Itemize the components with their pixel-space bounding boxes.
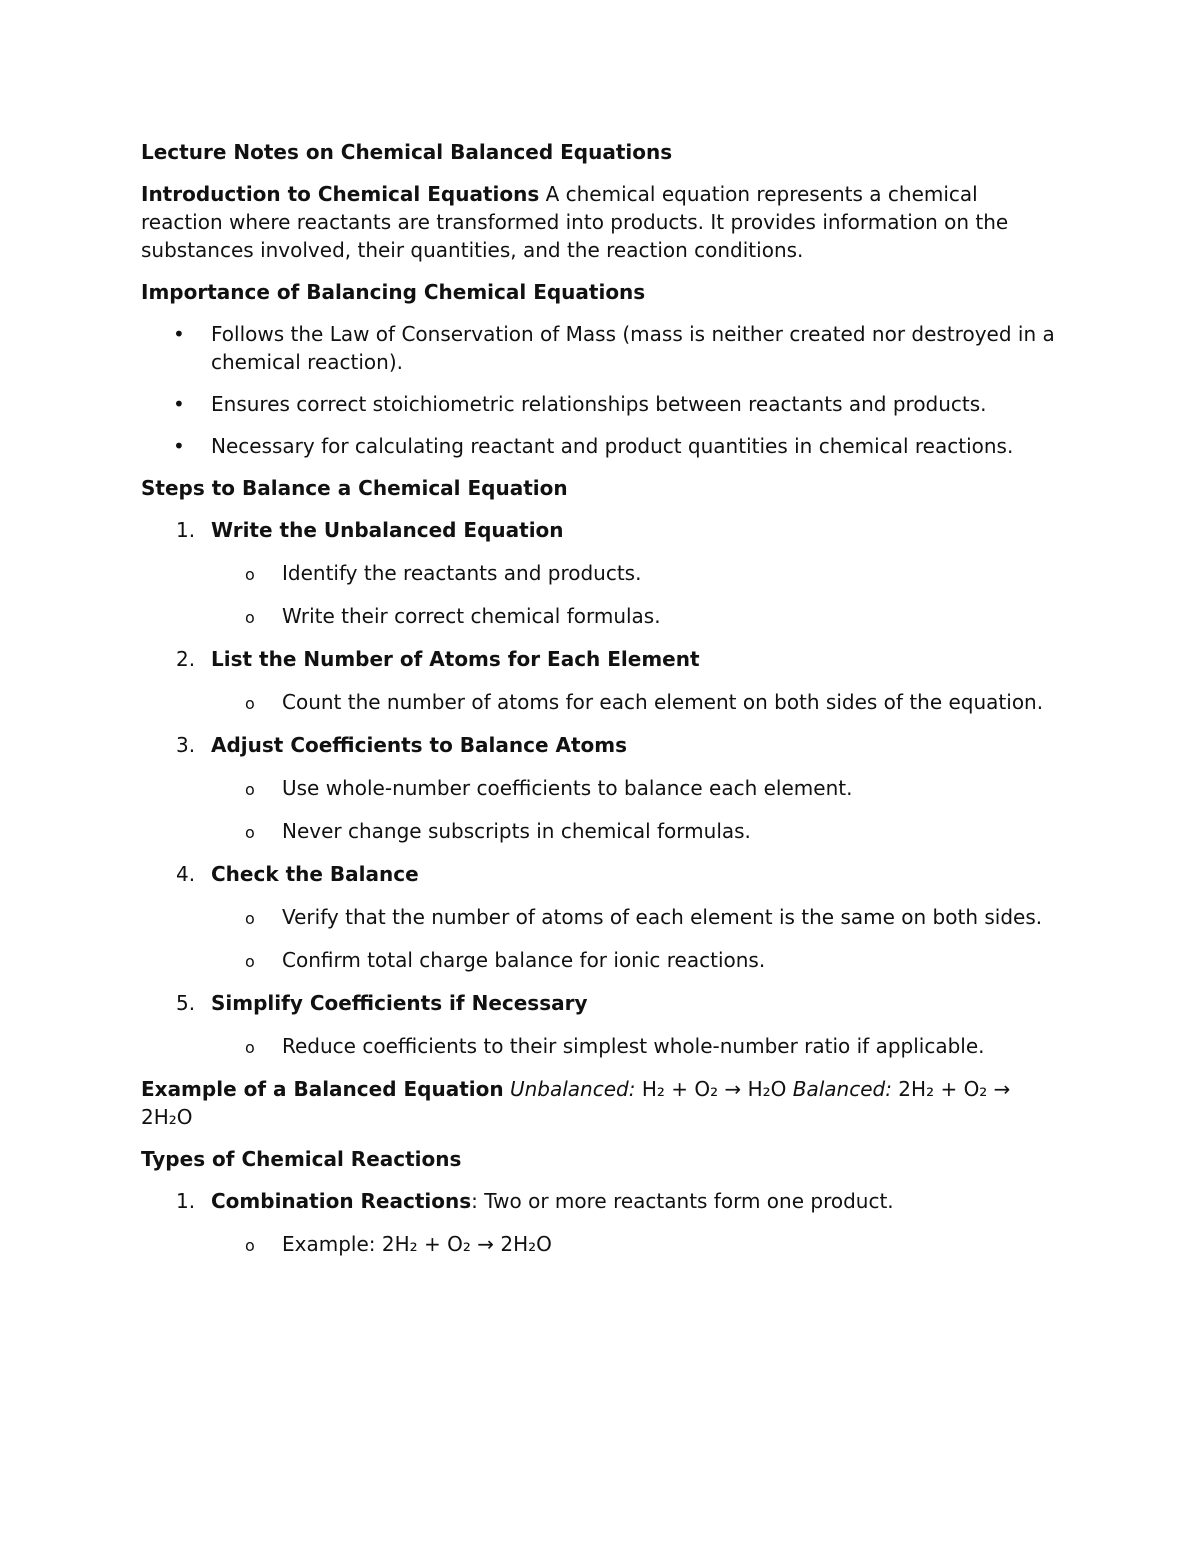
unbalanced-equation: H₂ + O₂ → H₂O bbox=[635, 1077, 793, 1101]
step-sub-text: Reduce coefficients to their simplest whole-number ratio if applicable. bbox=[282, 1034, 985, 1058]
importance-item bbox=[141, 432, 1061, 460]
step-sub-list bbox=[211, 1032, 1061, 1060]
step-sub-item bbox=[141, 946, 1061, 974]
step-item bbox=[141, 860, 1061, 974]
types-heading bbox=[141, 1145, 1061, 1173]
type-title: Combination Reactions bbox=[211, 1189, 472, 1213]
sub-marker: o bbox=[245, 823, 255, 842]
step-number: 5. bbox=[176, 991, 196, 1015]
intro-heading: Introduction to Chemical Equations bbox=[141, 182, 540, 206]
importance-item bbox=[141, 390, 1061, 418]
importance-heading-text: Importance of Balancing Chemical Equations bbox=[141, 280, 646, 304]
step-sub-text: Count the number of atoms for each element on both sides of the equation. bbox=[282, 690, 1044, 714]
balanced-label: Balanced: bbox=[792, 1077, 892, 1101]
sub-marker: o bbox=[245, 565, 255, 584]
types-heading-text: Types of Chemical Reactions bbox=[141, 1147, 462, 1171]
types-list bbox=[141, 1187, 1061, 1258]
steps-heading-text: Steps to Balance a Chemical Equation bbox=[141, 476, 568, 500]
steps-list bbox=[141, 516, 1061, 1060]
step-sub-text: Never change subscripts in chemical formulas. bbox=[282, 819, 751, 843]
type-text: : Two or more reactants form one product. bbox=[471, 1189, 894, 1213]
step-sub-text: Use whole-number coefficients to balance each element. bbox=[282, 776, 853, 800]
document-title bbox=[141, 138, 1061, 166]
step-title: Check the Balance bbox=[211, 862, 419, 886]
step-sub-list bbox=[211, 688, 1061, 716]
step-sub-item bbox=[141, 774, 1061, 802]
type-sub-text: Example: 2H₂ + O₂ → 2H₂O bbox=[282, 1232, 552, 1256]
step-sub-item bbox=[141, 817, 1061, 845]
importance-list bbox=[141, 320, 1061, 460]
step-sub-item bbox=[141, 559, 1061, 587]
unbalanced-label: Unbalanced: bbox=[509, 1077, 636, 1101]
step-sub-item bbox=[141, 903, 1061, 931]
step-title: Adjust Coefficients to Balance Atoms bbox=[211, 733, 628, 757]
example-paragraph bbox=[141, 1075, 1061, 1131]
step-sub-item bbox=[141, 602, 1061, 630]
type-number: 1. bbox=[176, 1189, 196, 1213]
sub-marker: o bbox=[245, 780, 255, 799]
steps-heading bbox=[141, 474, 1061, 502]
step-number: 3. bbox=[176, 733, 196, 757]
sub-marker: o bbox=[245, 608, 255, 627]
sub-marker: o bbox=[245, 1038, 255, 1057]
step-item bbox=[141, 731, 1061, 845]
step-title: List the Number of Atoms for Each Element bbox=[211, 647, 700, 671]
step-sub-list bbox=[211, 559, 1061, 630]
document-page bbox=[141, 138, 1061, 1273]
importance-heading bbox=[141, 278, 1061, 306]
step-item bbox=[141, 989, 1061, 1060]
sub-marker: o bbox=[245, 952, 255, 971]
bullet-marker: • bbox=[173, 322, 185, 346]
importance-item bbox=[141, 320, 1061, 376]
sub-marker: o bbox=[245, 694, 255, 713]
step-sub-item bbox=[141, 1032, 1061, 1060]
step-sub-list bbox=[211, 774, 1061, 845]
step-number: 1. bbox=[176, 518, 196, 542]
intro-paragraph bbox=[141, 180, 1061, 264]
step-number: 4. bbox=[176, 862, 196, 886]
document-title-text: Lecture Notes on Chemical Balanced Equations bbox=[141, 140, 673, 164]
step-sub-text: Write their correct chemical formulas. bbox=[282, 604, 661, 628]
type-item bbox=[141, 1187, 1061, 1258]
step-number: 2. bbox=[176, 647, 196, 671]
step-item bbox=[141, 645, 1061, 716]
step-sub-text: Identify the reactants and products. bbox=[282, 561, 642, 585]
balanced-equation: 2H₂ + O₂ → 2H₂O bbox=[141, 1077, 1011, 1129]
type-sub-list bbox=[211, 1230, 1061, 1258]
type-sub-item bbox=[141, 1230, 1061, 1258]
importance-item-text: Ensures correct stoichiometric relationships between reactants and products. bbox=[211, 392, 987, 416]
bullet-marker: • bbox=[173, 434, 185, 458]
sub-marker: o bbox=[245, 909, 255, 928]
step-sub-text: Verify that the number of atoms of each element is the same on both sides. bbox=[282, 905, 1043, 929]
intro-text: A chemical equation represents a chemical reaction where reactants are transformed into products. It provides information on the substances involved, their quantities, and the reaction conditions. bbox=[141, 182, 1009, 262]
importance-item-text: Necessary for calculating reactant and product quantities in chemical reactions. bbox=[211, 434, 1014, 458]
step-sub-list bbox=[211, 903, 1061, 974]
importance-item-text: Follows the Law of Conservation of Mass (mass is neither created nor destroyed in a chemical reaction). bbox=[211, 322, 1055, 374]
example-heading: Example of a Balanced Equation bbox=[141, 1077, 504, 1101]
sub-marker: o bbox=[245, 1236, 255, 1255]
step-item bbox=[141, 516, 1061, 630]
step-sub-item bbox=[141, 688, 1061, 716]
step-title: Write the Unbalanced Equation bbox=[211, 518, 564, 542]
step-sub-text: Confirm total charge balance for ionic reactions. bbox=[282, 948, 766, 972]
step-title: Simplify Coefficients if Necessary bbox=[211, 991, 588, 1015]
bullet-marker: • bbox=[173, 392, 185, 416]
